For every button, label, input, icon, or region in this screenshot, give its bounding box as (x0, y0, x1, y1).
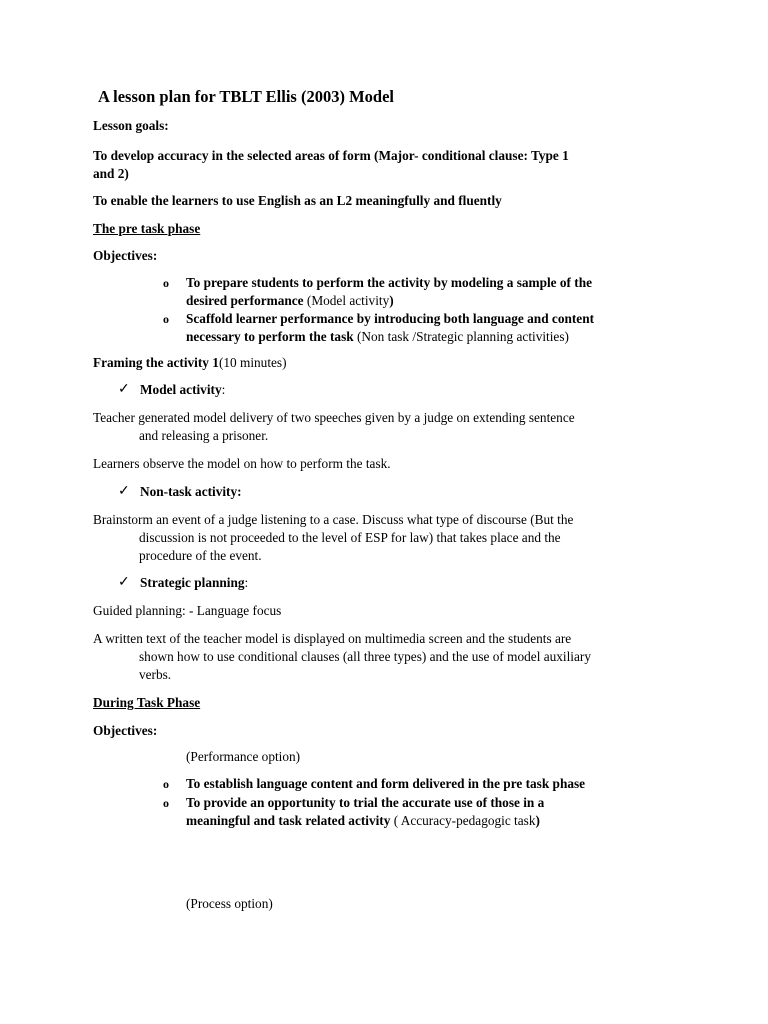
pre-objective-1-line-1: To prepare students to perform the activity by modeling a sample of the (186, 275, 593, 290)
framing-activity-bold: Framing the activity 1 (93, 355, 219, 370)
pre-objective-2-line-1: Scaffold learner performance by introducing both language and content (186, 311, 595, 326)
written-text-line-3: verbs. (139, 667, 172, 682)
goal-1-line-2: and 2) (93, 166, 129, 181)
bullet-icon: o (163, 276, 169, 290)
during-objective-2-line-1: To provide an opportunity to trial the accurate use of those in a (186, 795, 545, 810)
pre-task-heading: The pre task phase (93, 221, 201, 236)
during-objective-1: To establish language content and form delivered in the pre task phase (186, 776, 586, 791)
model-description-line-2: and releasing a prisoner. (139, 428, 269, 443)
checkmark-icon: ✓ (118, 382, 130, 397)
bullet-icon: o (163, 777, 169, 791)
objectives-heading-pre: Objectives: (93, 248, 158, 263)
strategic-planning-colon: : (244, 575, 249, 590)
pre-objective-2-bold: necessary to perform the task (186, 329, 354, 344)
pre-objective-2-note: (Non task /Strategic planning activities) (353, 329, 569, 344)
model-activity-bold: Model activity (140, 382, 222, 397)
during-objective-2-bold: meaningful and task related activity (186, 813, 391, 828)
objectives-heading-during: Objectives: (93, 723, 158, 738)
framing-activity (93, 354, 287, 372)
goal-2: To enable the learners to use English as an L2 meaningfully and fluently (93, 193, 502, 208)
model-activity-colon: : (221, 382, 226, 397)
checkmark-icon: ✓ (118, 484, 130, 499)
performance-option: (Performance option) (186, 749, 301, 764)
model-activity-heading (140, 381, 225, 399)
written-text-line-1: A written text of the teacher model is displayed on multimedia screen and the students are (93, 631, 572, 646)
during-task-heading: During Task Phase (93, 695, 201, 710)
non-task-heading: Non-task activity: (140, 484, 242, 499)
goal-1-line-1: To develop accuracy in the selected areas of form (Major- conditional clause: Type 1 (93, 148, 569, 163)
guided-planning: Guided planning: - Language focus (93, 603, 282, 618)
learners-observe: Learners observe the model on how to perform the task. (93, 456, 391, 471)
strategic-planning-bold: Strategic planning (140, 575, 245, 590)
pre-objective-1-close: ) (389, 293, 394, 308)
framing-activity-duration: (10 minutes) (218, 355, 287, 370)
pre-objective-1-line-2 (186, 292, 394, 310)
strategic-planning-heading (140, 574, 248, 592)
during-objective-2-close: ) (535, 813, 540, 828)
during-objective-2-line-2 (186, 812, 540, 830)
during-objective-2-note: ( Accuracy-pedagogic task (390, 813, 536, 828)
document-title: A lesson plan for TBLT Ellis (2003) Model (98, 87, 395, 106)
bullet-icon: o (163, 796, 169, 810)
lesson-goals-heading: Lesson goals: (93, 118, 169, 133)
pre-objective-1-bold: desired performance (186, 293, 304, 308)
bullet-icon: o (163, 312, 169, 326)
brainstorm-line-3: procedure of the event. (139, 548, 262, 563)
checkmark-icon: ✓ (118, 575, 130, 590)
brainstorm-line-1: Brainstorm an event of a judge listening to a case. Discuss what type of discourse (But the (93, 512, 574, 527)
process-option: (Process option) (186, 896, 273, 911)
pre-objective-1-note: (Model activity (303, 293, 390, 308)
model-description-line-1: Teacher generated model delivery of two speeches given by a judge on extending sentence (93, 410, 575, 425)
pre-objective-2-line-2 (186, 328, 569, 346)
written-text-line-2: shown how to use conditional clauses (all three types) and the use of model auxiliary (139, 649, 591, 664)
brainstorm-line-2: discussion is not proceeded to the level of ESP for law) that takes place and the (139, 530, 561, 545)
